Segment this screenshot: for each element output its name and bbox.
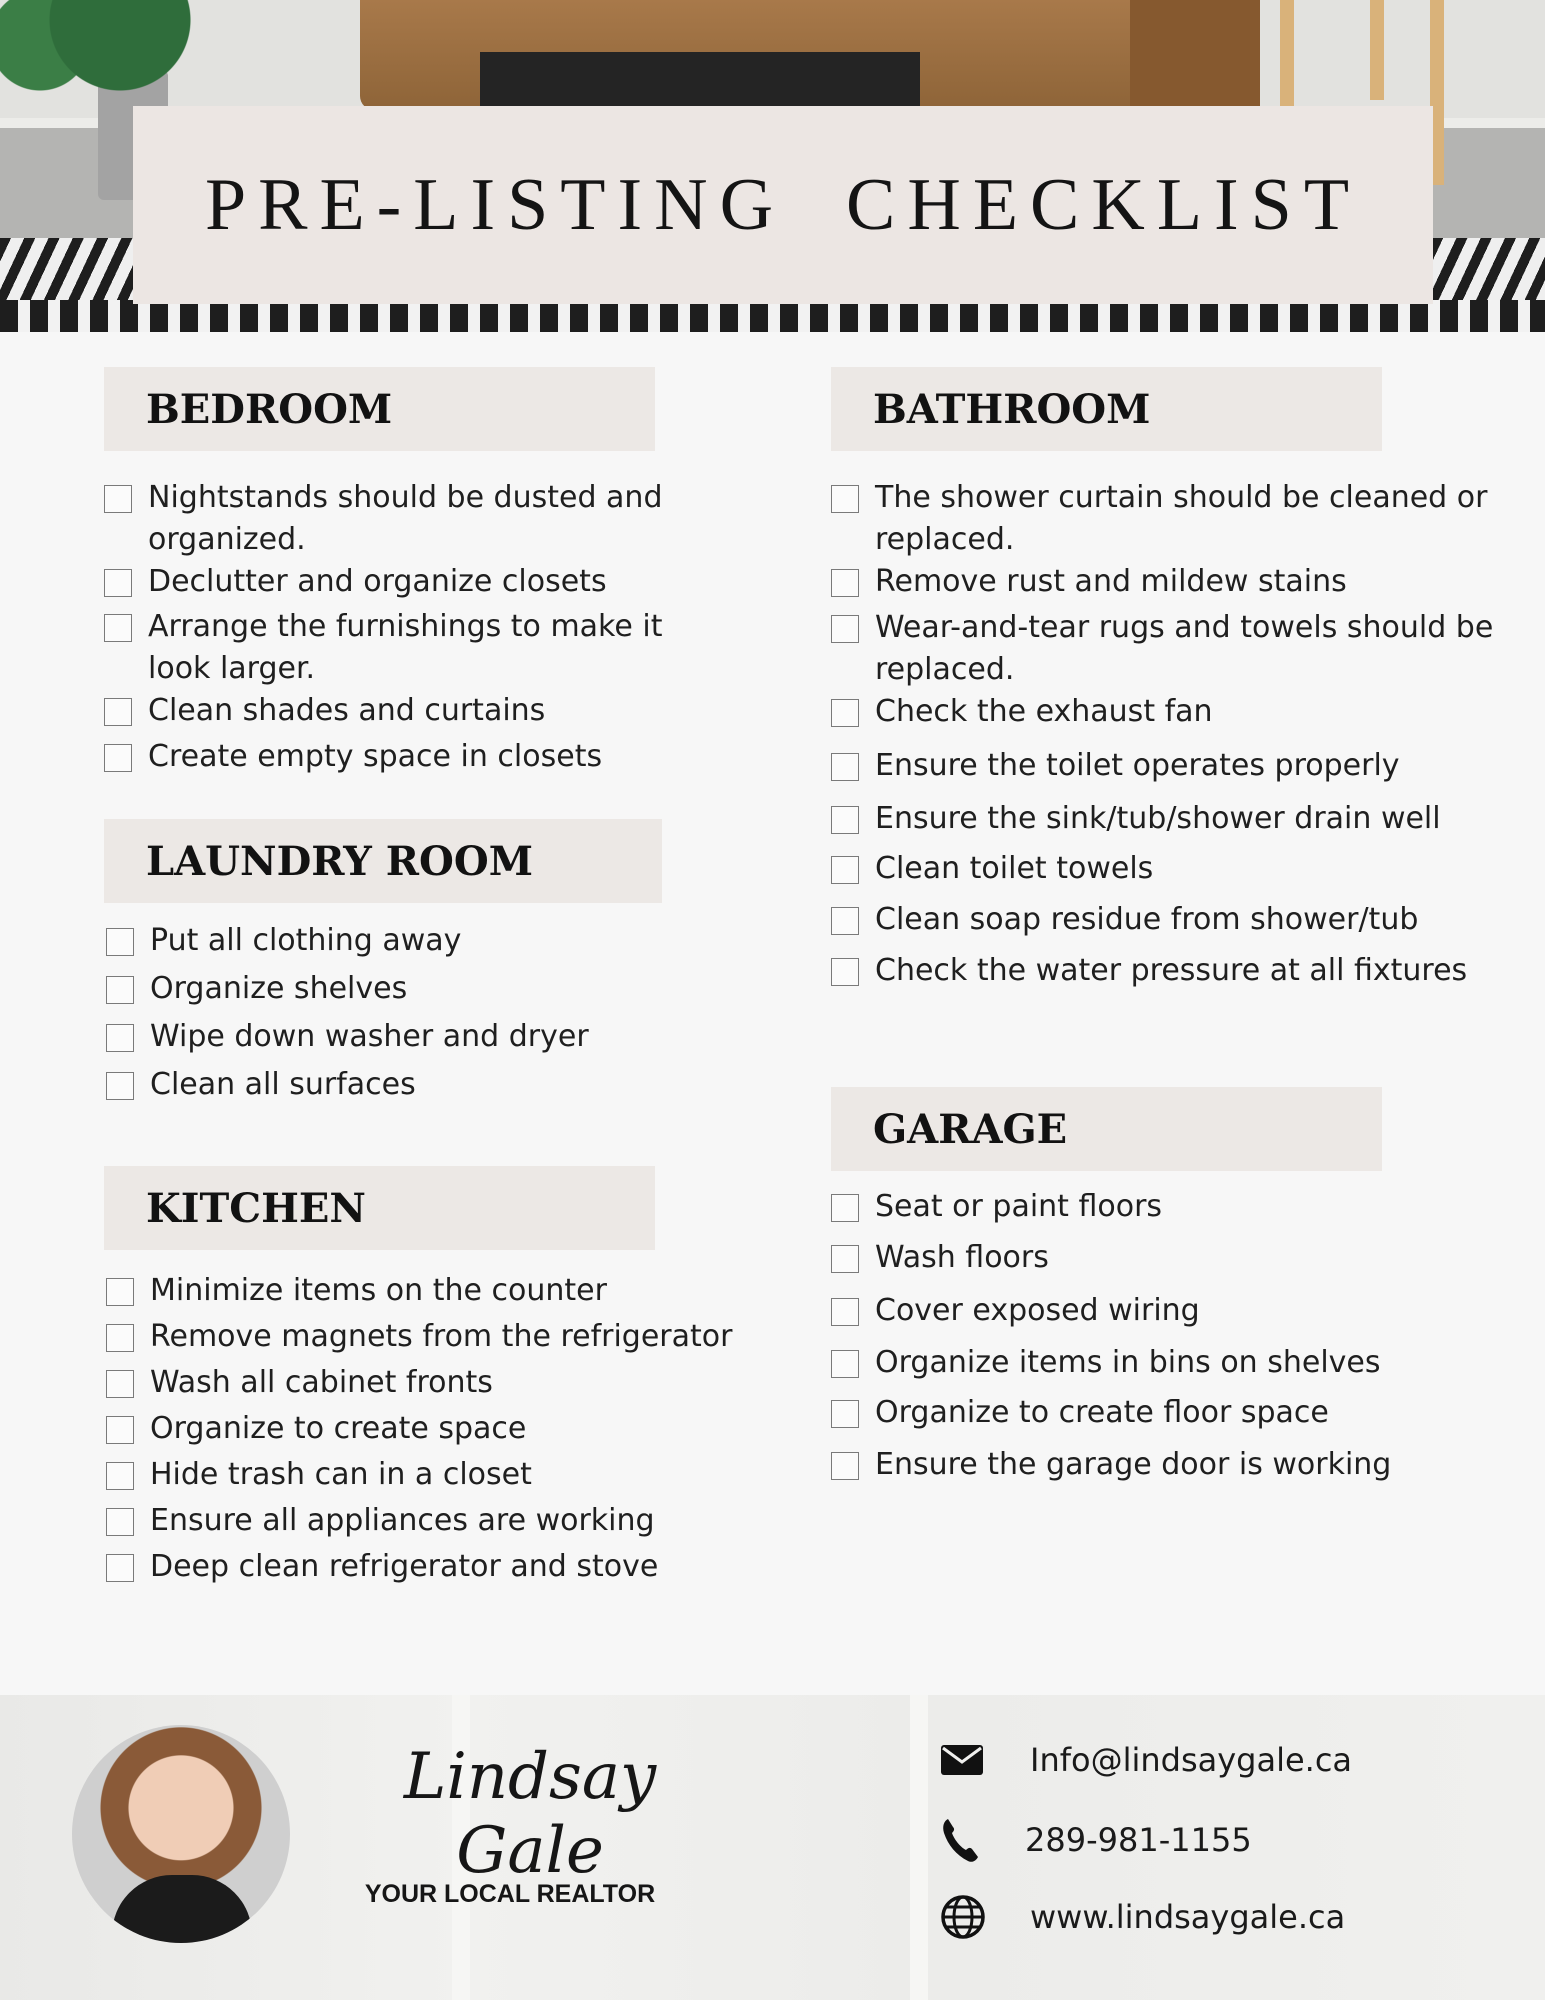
checklist-item[interactable]: Wash floors <box>831 1237 1501 1279</box>
checklist-item[interactable]: Check the water pressure at all fixtures <box>831 950 1501 992</box>
checklist-item[interactable]: Declutter and organize closets <box>104 561 704 603</box>
title-banner <box>133 106 1433 304</box>
checklist-item[interactable]: Seat or paint floors <box>831 1186 1501 1228</box>
checkbox-icon[interactable] <box>831 907 859 935</box>
checklist-item[interactable]: Check the exhaust fan <box>831 691 1501 733</box>
checkbox-icon[interactable] <box>831 699 859 727</box>
checkbox-icon[interactable] <box>106 1072 134 1100</box>
website-link[interactable]: www.lindsaygale.ca <box>1030 1898 1346 1936</box>
checkbox-icon[interactable] <box>104 569 132 597</box>
checklist-item[interactable]: Ensure the toilet operates properly <box>831 745 1501 787</box>
checklist-item[interactable]: The shower curtain should be cleaned or replaced. <box>831 477 1515 561</box>
checkbox-icon[interactable] <box>831 1245 859 1273</box>
checkbox-icon[interactable] <box>104 614 132 642</box>
checkbox-icon[interactable] <box>106 976 134 1004</box>
checkbox-icon[interactable] <box>104 744 132 772</box>
checkbox-icon[interactable] <box>106 1024 134 1052</box>
checkbox-icon[interactable] <box>831 1350 859 1378</box>
checkbox-icon[interactable] <box>106 1554 134 1582</box>
checkbox-icon[interactable] <box>106 1508 134 1536</box>
section-header-bathroom: BATHROOM <box>831 367 1382 451</box>
checklist-item[interactable]: Minimize items on the counter <box>106 1270 786 1312</box>
section-header-garage: GARAGE <box>831 1087 1382 1171</box>
checklist-item[interactable]: Organize items in bins on shelves <box>831 1342 1501 1384</box>
section-header-laundry-room: LAUNDRY ROOM <box>104 819 662 903</box>
checklist-item[interactable]: Clean toilet towels <box>831 848 1501 890</box>
checklist-item[interactable]: Clean shades and curtains <box>104 690 704 732</box>
bedroom-checklist <box>104 477 704 778</box>
checklist-item[interactable]: Ensure the sink/tub/shower drain well <box>831 798 1501 840</box>
checklist-item[interactable]: Cover exposed wiring <box>831 1290 1501 1332</box>
garage-checklist <box>831 1186 1501 1486</box>
checklist-item[interactable]: Wash all cabinet fronts <box>106 1362 786 1404</box>
checkbox-icon[interactable] <box>104 698 132 726</box>
tagline: YOUR LOCAL REALTOR <box>364 1880 656 1908</box>
checkbox-icon[interactable] <box>831 806 859 834</box>
phone-number[interactable]: 289-981-1155 <box>1025 1821 1252 1859</box>
checklist-item[interactable]: Put all clothing away <box>106 920 706 962</box>
checkbox-icon[interactable] <box>106 1370 134 1398</box>
checklist-item[interactable]: Organize shelves <box>106 968 706 1010</box>
checkbox-icon[interactable] <box>831 1452 859 1480</box>
signature: Lindsay Gale <box>403 1740 657 1888</box>
section-header-bedroom: BEDROOM <box>104 367 655 451</box>
checkbox-icon[interactable] <box>831 1194 859 1222</box>
checklist-item[interactable]: Arrange the furnishings to make it look larger. <box>104 606 688 690</box>
checklist-item[interactable]: Remove magnets from the refrigerator <box>106 1316 786 1358</box>
kitchen-checklist <box>106 1270 786 1588</box>
checkbox-icon[interactable] <box>831 615 859 643</box>
checklist-item[interactable]: Clean soap residue from shower/tub <box>831 899 1501 941</box>
checkbox-icon[interactable] <box>831 1298 859 1326</box>
contact-email[interactable] <box>940 1735 1352 1785</box>
checkbox-icon[interactable] <box>106 1278 134 1306</box>
laundry-checklist <box>106 920 706 1106</box>
page-title: PRE-LISTING CHECKLIST <box>204 163 1362 246</box>
checkbox-icon[interactable] <box>831 856 859 884</box>
checkbox-icon[interactable] <box>831 753 859 781</box>
checkbox-icon[interactable] <box>831 485 859 513</box>
checklist-item[interactable]: Deep clean refrigerator and stove <box>106 1546 786 1588</box>
checkbox-icon[interactable] <box>106 928 134 956</box>
checklist-item[interactable]: Ensure the garage door is working <box>831 1444 1501 1486</box>
checklist-item[interactable]: Wipe down washer and dryer <box>106 1016 706 1058</box>
bathroom-checklist <box>831 477 1501 992</box>
checklist-item[interactable]: Clean all surfaces <box>106 1064 706 1106</box>
checkbox-icon[interactable] <box>831 1400 859 1428</box>
checkbox-icon[interactable] <box>831 958 859 986</box>
checklist-item[interactable]: Organize to create floor space <box>831 1392 1501 1434</box>
checklist-item[interactable]: Wear-and-tear rugs and towels should be replaced. <box>831 607 1515 691</box>
checkbox-icon[interactable] <box>104 485 132 513</box>
section-header-kitchen: KITCHEN <box>104 1166 655 1250</box>
contact-phone[interactable] <box>940 1815 1252 1865</box>
checkbox-icon[interactable] <box>106 1416 134 1444</box>
phone-icon <box>940 1815 1000 1865</box>
envelope-icon <box>940 1735 1000 1785</box>
checkbox-icon[interactable] <box>106 1462 134 1490</box>
checklist-item[interactable]: Nightstands should be dusted and organized. <box>104 477 704 561</box>
checklist-item[interactable]: Remove rust and mildew stains <box>831 561 1501 603</box>
checklist-item[interactable]: Hide trash can in a closet <box>106 1454 786 1496</box>
checkbox-icon[interactable] <box>831 569 859 597</box>
checklist-item[interactable]: Create empty space in closets <box>104 736 704 778</box>
checklist-item[interactable]: Ensure all appliances are working <box>106 1500 786 1542</box>
email-link[interactable]: Info@lindsaygale.ca <box>1030 1741 1353 1779</box>
globe-icon <box>940 1892 1000 1942</box>
checkbox-icon[interactable] <box>106 1324 134 1352</box>
realtor-photo <box>72 1725 290 1943</box>
checklist-item[interactable]: Organize to create space <box>106 1408 786 1450</box>
contact-website[interactable] <box>940 1892 1345 1942</box>
